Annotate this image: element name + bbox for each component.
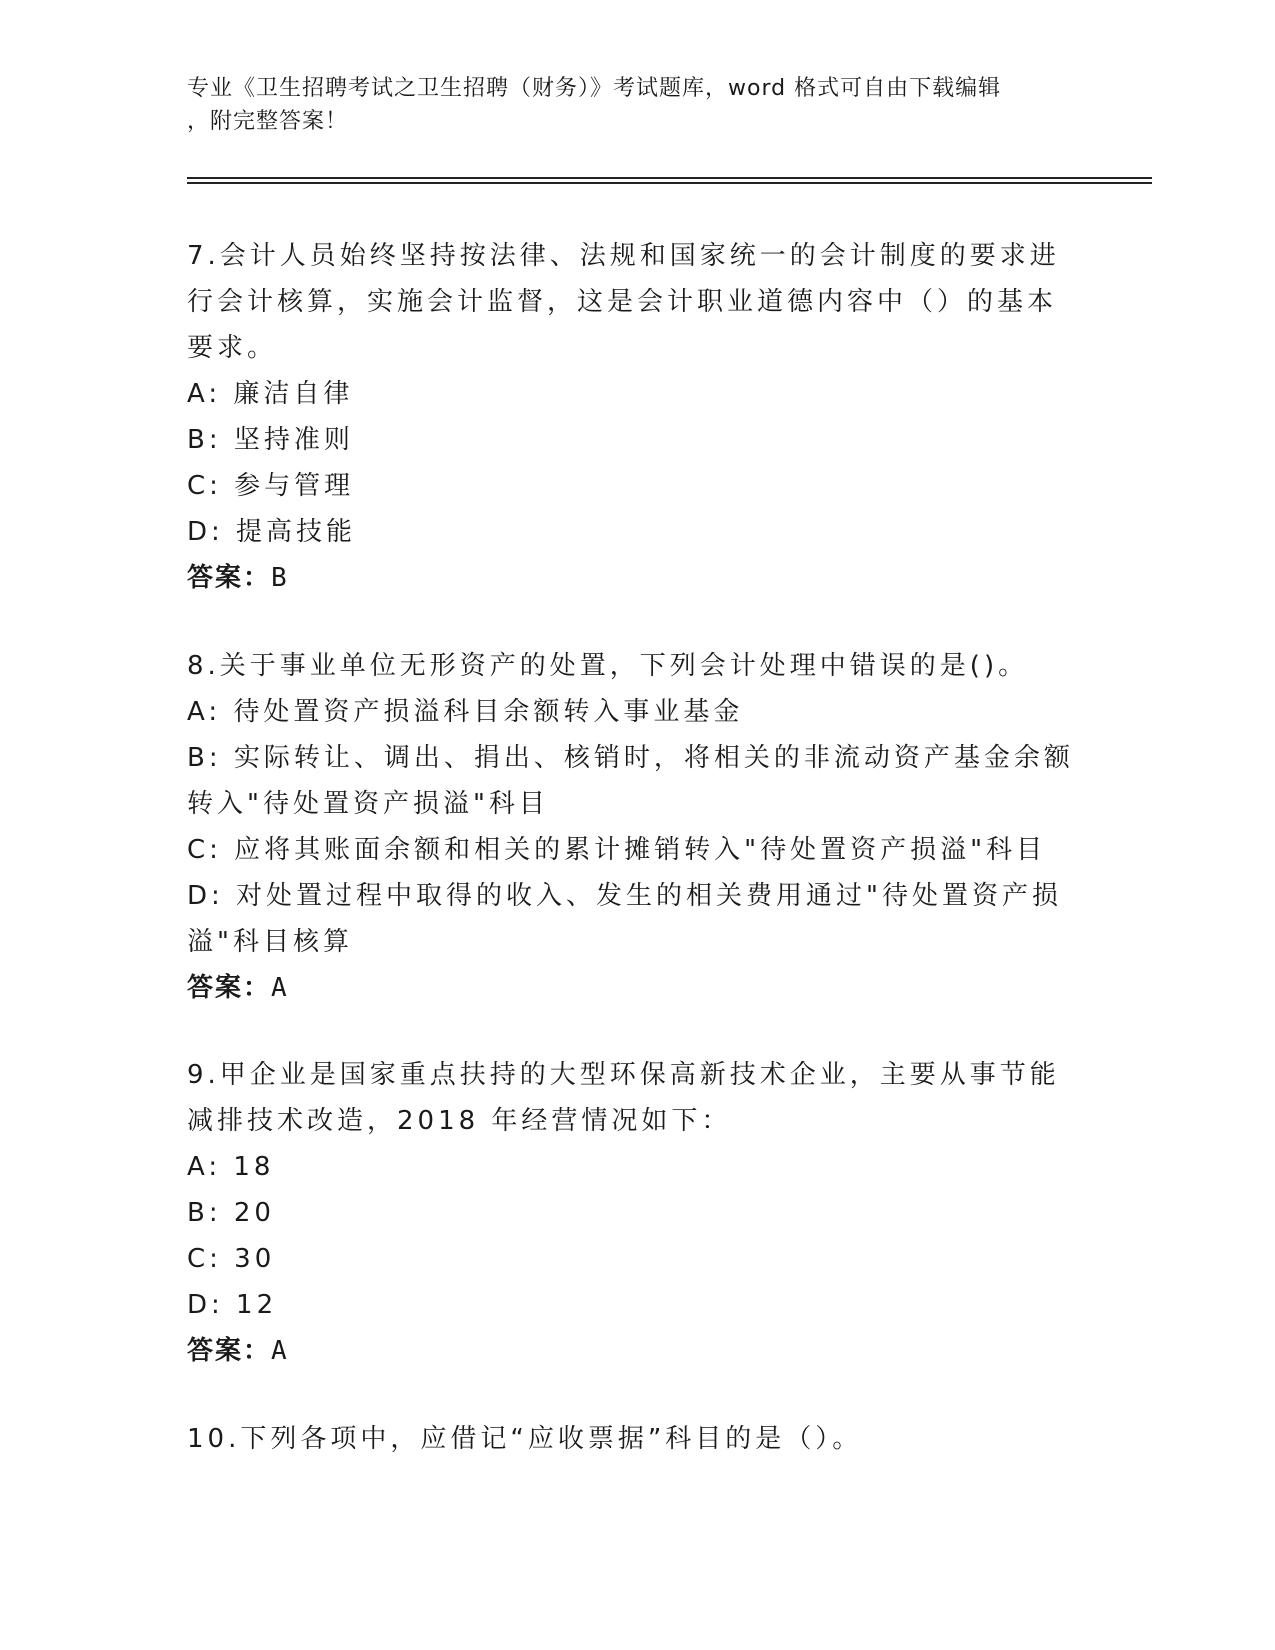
header-divider-top	[187, 177, 1152, 179]
option-b: B: 实际转让、调出、捐出、核销时，将相关的非流动资产基金余额转入"待处置资产损溢"科目	[187, 743, 1074, 819]
answer-line	[187, 555, 1077, 601]
header-line-1: 专业《卫生招聘考试之卫生招聘（财务）》考试题库，word 格式可自由下载编辑	[187, 76, 1002, 101]
option-c: C: 30	[187, 1244, 276, 1274]
header-line-2: ，附完整答案！	[187, 109, 349, 134]
answer-line	[187, 1328, 1077, 1374]
option-b: B: 坚持准则	[187, 425, 354, 455]
question-text: 8.关于事业单位无形资产的处置，下列会计处理中错误的是()。	[187, 651, 1029, 681]
question-10	[187, 1416, 1077, 1462]
answer-label: 答案：	[187, 1336, 272, 1366]
question-9	[187, 1052, 1077, 1374]
option-b: B: 20	[187, 1198, 275, 1228]
option-a: A: 18	[187, 1152, 275, 1182]
answer-label: 答案：	[187, 563, 272, 593]
question-text: 9.甲企业是国家重点扶持的大型环保高新技术企业，主要从事节能减排技术改造，2018 年经营情况如下：	[187, 1060, 1060, 1136]
answer-value: B	[271, 563, 289, 593]
answer-line	[187, 965, 1077, 1011]
answer-value: A	[271, 973, 289, 1003]
option-d: D: 12	[187, 1290, 278, 1320]
header-divider-bottom	[187, 182, 1152, 184]
question-7	[187, 233, 1077, 601]
option-c: C: 参与管理	[187, 471, 355, 501]
document-header	[187, 72, 1067, 138]
option-a: A: 廉洁自律	[187, 379, 354, 409]
option-c: C: 应将其账面余额和相关的累计摊销转入"待处置资产损溢"科目	[187, 835, 1047, 865]
question-text: 10.下列各项中，应借记“应收票据”科目的是（）。	[187, 1424, 863, 1454]
answer-value: A	[271, 1336, 289, 1366]
option-d: D: 对处置过程中取得的收入、发生的相关费用通过"待处置资产损溢"科目核算	[187, 881, 1063, 957]
question-8	[187, 643, 1077, 1011]
option-a: A: 待处置资产损溢科目余额转入事业基金	[187, 697, 744, 727]
question-text: 7.会计人员始终坚持按法律、法规和国家统一的会计制度的要求进行会计核算，实施会计监督，这是会计职业道德内容中（）的基本要求。	[187, 241, 1060, 363]
option-d: D: 提高技能	[187, 517, 357, 547]
answer-label: 答案：	[187, 973, 272, 1003]
